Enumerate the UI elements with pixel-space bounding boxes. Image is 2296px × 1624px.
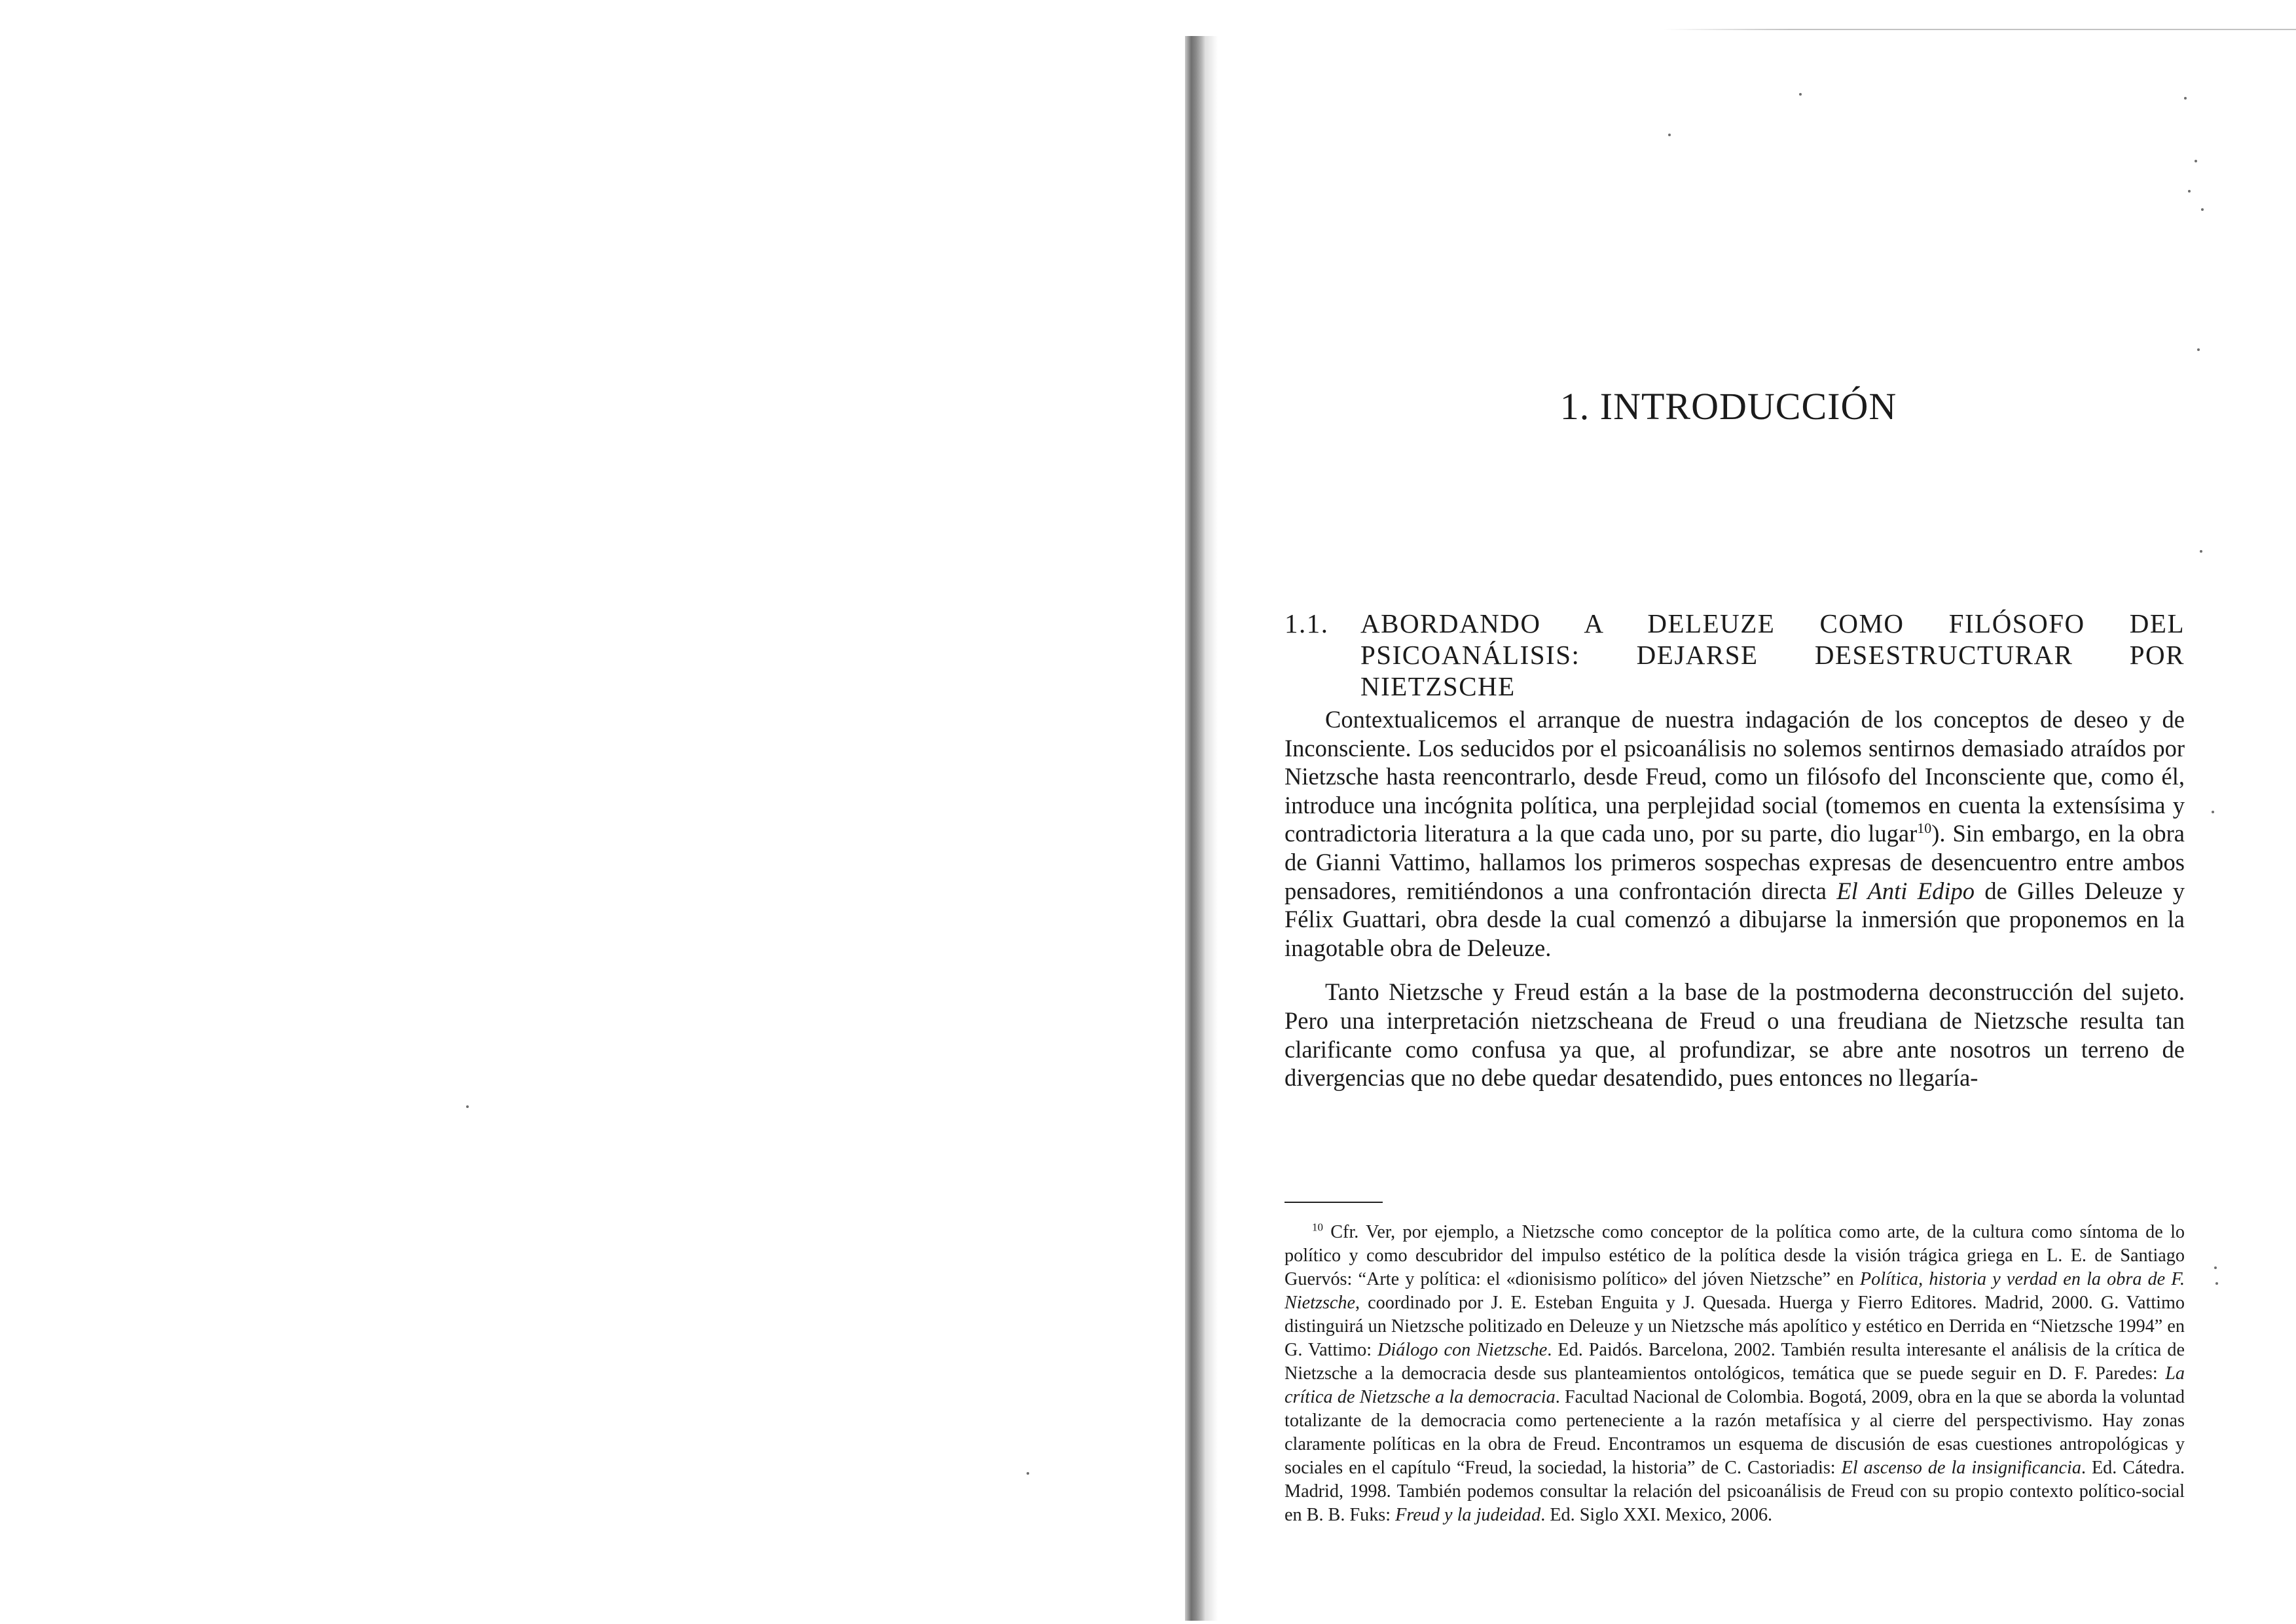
- scan-speck: [2184, 97, 2187, 100]
- scan-speck: [2188, 190, 2191, 193]
- body-text: [1285, 705, 2185, 1092]
- chapter-title: 1. INTRODUCCIÓN: [1559, 384, 1897, 428]
- section-title: ABORDANDO A DELEUZE COMO FILÓSOFO DEL PSICOANÁLISIS: DEJARSE DESESTRUCTURAR POR NIETZSCHE: [1360, 608, 2185, 701]
- paragraph-text: ). Sin embargo, en la obra de Gianni Vattimo, hallamos los primeros sospechas expresas de desencuentro entre ambos pensadores, remitiéndonos a una confrontación directa: [1285, 820, 2185, 904]
- section-number: 1.1.: [1285, 608, 1329, 638]
- footnote-text: Cfr. Ver, por ejemplo, a Nietzsche como conceptor de la política como arte, de la cultura como síntoma de lo político y como descubridor del impulso estético de la política desde la visión trágica griega en L. E. de Santiago Guervós: “Arte y política: el «dionisismo político» del jóven Nietzsche” en: [1285, 1222, 2185, 1289]
- paragraph-1: [1285, 705, 2185, 962]
- footnote-number: 10: [1312, 1221, 1323, 1234]
- footnote-text: . Ed. Siglo XXI. Mexico, 2006.: [1540, 1505, 1773, 1525]
- footnote-text: , coordinado por J. E. Esteban Enguita y J. Quesada. Huerga y Fierro Editores. Madrid, 2000. G. Vattimo distinguirá un Nietzsche politizado en Deleuze y un Nietzsche más apolítico y estético en Derrida en “Nietzsche 1994” en G. Vattimo:: [1285, 1293, 2185, 1360]
- footnote-text: . Facultad Nacional de Colombia. Bogotá, 2009, obra en la que se aborda la voluntad totalizante de la democracia como perteneciente a la razón metafísica y al cierre del perspectivismo. Hay zonas claramente políticas en la obra de Freud. Encontramos un esquema de discusión de esas cuestiones antropológicas y sociales en el capítulo “Freud, la sociedad, la historia” de C. Castoriadis:: [1285, 1387, 2185, 1478]
- gutter-shadow: [1206, 36, 1218, 1621]
- scan-speck: [2195, 160, 2197, 162]
- scan-speck: [1668, 134, 1671, 136]
- book-title: El Anti Edipo: [1836, 877, 1975, 904]
- scan-speck: [2214, 1266, 2217, 1269]
- book-title: Diálogo con Nietzsche: [1377, 1340, 1548, 1360]
- book-title: La crítica de Nietzsche a la democracia: [1285, 1363, 2185, 1407]
- paragraph-2: Tanto Nietzsche y Freud están a la base de la postmoderna deconstrucción del sujeto. Pero una interpretación nietzscheana de Freud o una freudiana de Nietzsche resulta tan clarificante como confusa ya que, al profundizar, se abre ante nosotros un terreno de divergencias que no debe quedar desatendido, pues entonces no llegaría-: [1285, 978, 2185, 1092]
- scan-speck: [2215, 1282, 2218, 1285]
- scan-speck: [1027, 1472, 1029, 1475]
- footnote-text: . Ed. Paidós. Barcelona, 2002. También resulta interesante el análisis de la crítica de Nietzsche a la democracia desde sus planteamientos ontológicos, temática que se puede seguir en D. F. Paredes:: [1285, 1340, 2185, 1384]
- footnote: [1285, 1221, 2185, 1527]
- scan-speck: [2197, 348, 2200, 351]
- scan-speck: [2201, 208, 2204, 211]
- footnote-reference: 10: [1917, 820, 1932, 837]
- footnote-10: [1285, 1221, 2185, 1527]
- scan-top-edge: [1663, 29, 2296, 30]
- paragraph-text: Contextualicemos el arranque de nuestra indagación de los conceptos de deseo y de Inconsciente. Los seducidos por el psicoanálisis no solemos sentirnos demasiado atraídos por Nietzsche hasta reencontrarlo, desde Freud, como un filósofo del Inconsciente que, como él, introduce una incógnita política, una perplejidad social (tomemos en cuenta la extensísima y contradictoria literatura a la que cada uno, por su parte, dio lugar: [1285, 706, 2185, 847]
- footnote-separator: [1285, 1202, 1383, 1203]
- scan-speck: [466, 1105, 469, 1108]
- section-heading: [1285, 608, 2185, 702]
- paragraph-text: de Gilles Deleuze y Félix Guattari, obra desde la cual comenzó a dibujarse la inmersión que proponemos en la inagotable obra de Deleuze.: [1285, 877, 2185, 961]
- book-gutter: [1185, 36, 1206, 1621]
- scan-speck: [1799, 93, 1802, 96]
- scan-speck: [2212, 811, 2214, 813]
- book-title: El ascenso de la insignificancia: [1841, 1458, 2081, 1478]
- book-title: Política, historia y verdad en la obra de F. Nietzsche: [1285, 1269, 2185, 1313]
- book-title: Freud y la judeidad: [1395, 1505, 1541, 1525]
- scan-speck: [2200, 550, 2202, 553]
- footnote-text: . Ed. Cátedra. Madrid, 1998. También podemos consultar la relación del psicoanálisis de Freud con su propio contexto político-social en B. B. Fuks:: [1285, 1458, 2185, 1525]
